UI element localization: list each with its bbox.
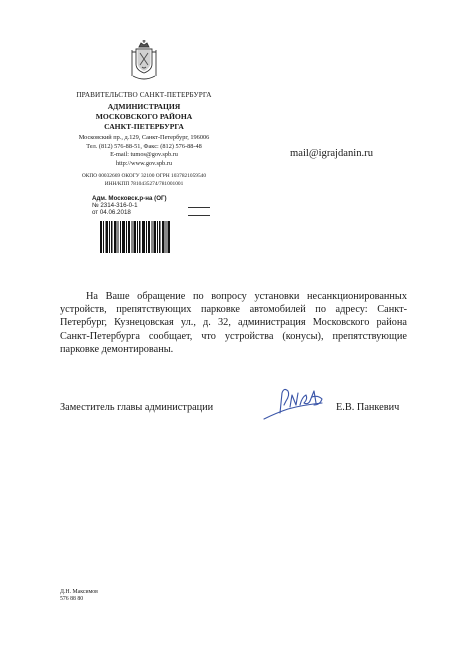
admin-line: САНКТ-ПЕТЕРБУРГА	[104, 122, 184, 131]
handwritten-signature	[262, 383, 328, 425]
executor-phone: 576 88 80	[60, 596, 84, 602]
stamp-department: Адм. Московск.р-на (ОГ)	[92, 195, 167, 202]
registration-codes	[60, 172, 228, 188]
signatory-name: Е.В. Панкевич	[336, 402, 400, 413]
body-paragraph: На Ваше обращение по вопросу установки несанкционированных устройств, препятствующих парковке автомобилей по адресу: Санкт-Петербург, Кузнецовская ул., д. 32, администрация Московского района Санкт-Петербурга сообщает, что устройства (конусы), препятствующие парковке демонтированы.	[60, 291, 407, 355]
website-line: http://www.gov.spb.ru	[115, 159, 173, 167]
barcode-image	[100, 221, 170, 253]
letter-body	[60, 290, 407, 356]
phones-line: Тел. (812) 576-88-51, Факс: (812) 576-88-48	[86, 142, 202, 150]
registration-stamp	[92, 195, 212, 216]
email-line: E-mail: tumos@gov.spb.ru	[110, 151, 178, 159]
codes-line: ИНН/КПП 7810435274/781001001	[104, 181, 184, 187]
admin-line: МОСКОВСКОГО РАЙОНА	[95, 112, 193, 121]
stamp-underline	[188, 215, 210, 216]
administration-name	[60, 102, 228, 132]
codes-line: ОКПО 00032669 ОКОГУ 32100 ОГРН 1037821059540	[81, 173, 207, 179]
executor-name: Д.Н. Максимов	[60, 589, 98, 595]
stamp-number: № 2314-316-0-1	[92, 202, 138, 209]
signatory-title: Заместитель главы администрации	[60, 402, 214, 413]
stamp-date: от 04.06.2018	[92, 209, 131, 216]
admin-line: АДМИНИСТРАЦИЯ	[107, 102, 181, 111]
government-name: ПРАВИТЕЛЬСТВО САНКТ-ПЕТЕРБУРГА	[76, 91, 212, 99]
contact-block	[60, 134, 228, 168]
address-line: Московский пр., д.129, Санкт-Петербург, 196006	[78, 134, 210, 141]
stamp-underline	[188, 207, 210, 208]
recipient-email: mail@igrajdanin.ru	[290, 148, 374, 159]
coat-of-arms-emblem	[129, 38, 159, 84]
